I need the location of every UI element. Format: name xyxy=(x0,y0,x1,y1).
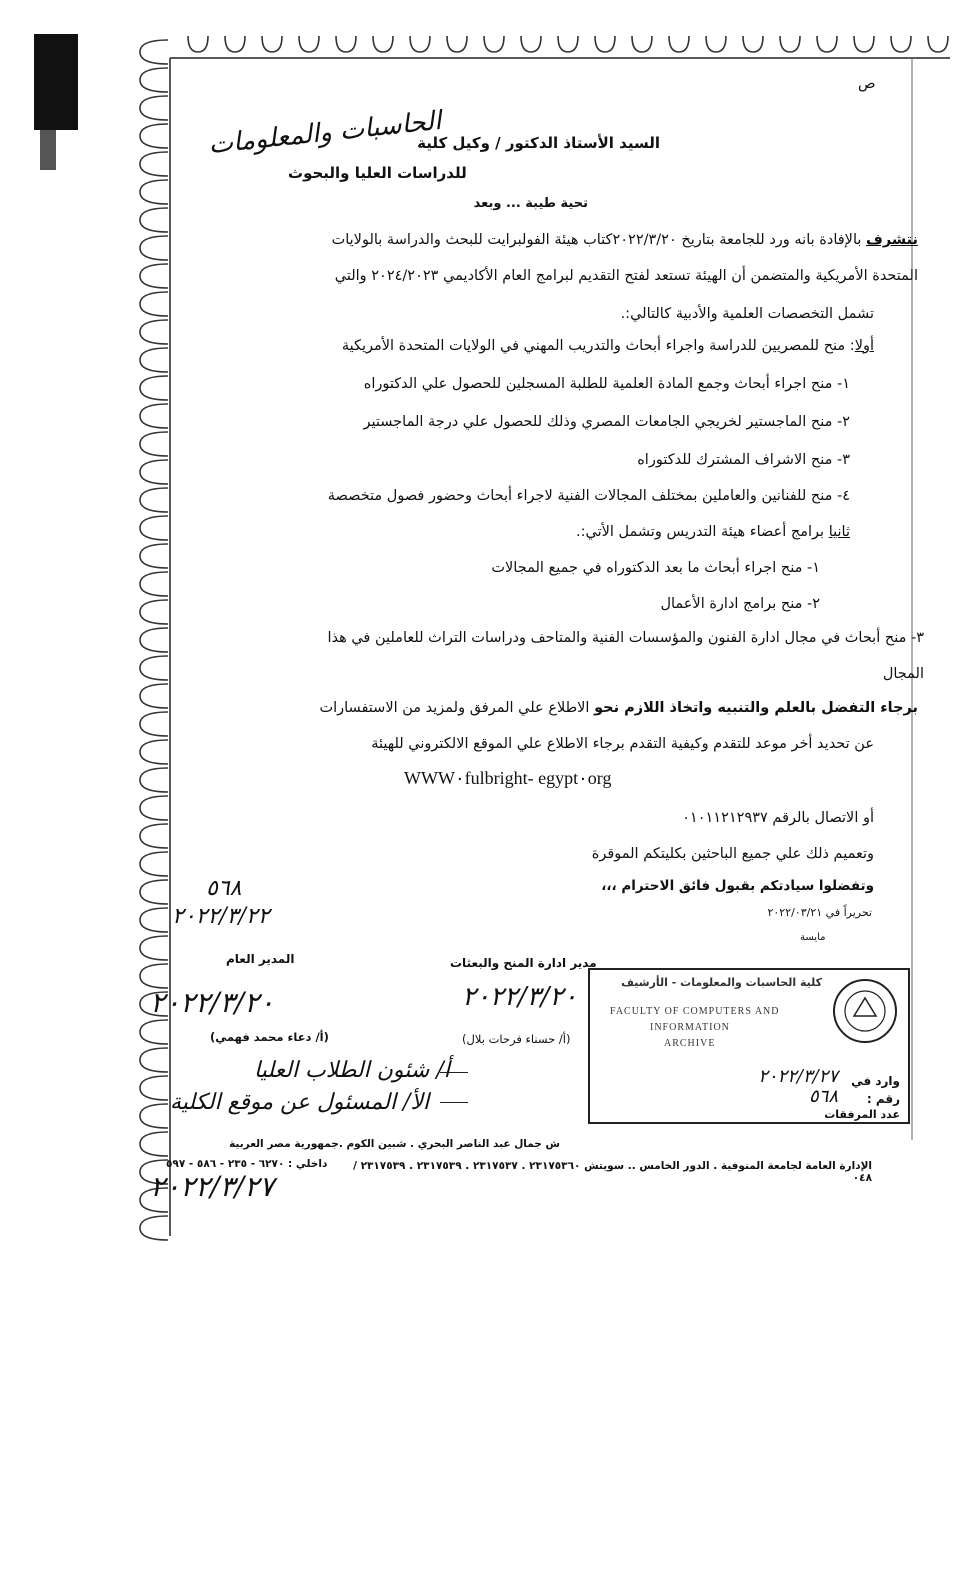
footer-admin: الإدارة العامة لجامعة المنوفية . الدور الخامس .. سويتش ٢٣١٧٥٣٦٠ . ٢٣١٧٥٣٧ . ٢٣١٧٥٣٩ . ٢٣١٧٥٣٩ / ٠٤٨ xyxy=(353,1160,872,1184)
request-bold: برجاء التفضل بالعلم والتنبيه واتخاذ اللازم نحو xyxy=(594,700,918,716)
binding-loop xyxy=(140,40,168,64)
binding-loop xyxy=(140,404,168,428)
sig-left-title: المدير العام xyxy=(226,952,295,966)
binding-loop xyxy=(140,656,168,680)
binding-loop xyxy=(140,936,168,960)
binding-loop xyxy=(336,36,356,52)
binding-loop xyxy=(928,36,948,52)
binding-loop xyxy=(595,36,615,52)
section1-item-4: ٤- منح للفنانين والعاملين بمختلف المجالات الفنية لاجراء أبحاث وحضور فصول متخصصة xyxy=(327,488,850,504)
handwritten-note-2: الأ/ المسئول عن موقع الكلية xyxy=(170,1090,430,1115)
binding-loop xyxy=(225,36,245,52)
binding-loop xyxy=(140,96,168,120)
binding-loop xyxy=(140,852,168,876)
binding-loop xyxy=(140,208,168,232)
binding-loop xyxy=(140,1216,168,1240)
closing-line: وتفضلوا سيادتكم بقبول فائق الاحترام ،،، xyxy=(601,878,874,894)
request-rest: الاطلاع علي المرفق ولمزيد من الاستفسارات xyxy=(319,700,590,716)
binding-loop xyxy=(140,768,168,792)
addressee-line2: للدراسات العليا والبحوث xyxy=(288,164,467,182)
section2-item-3: ٣- منح أبحاث في مجال ادارة الفنون والمؤسسات الفنية والمتاحف ودراسات التراث للعاملين في هذا xyxy=(327,630,924,646)
sig-mid-handwritten: ٢٠٢٢/٣/٢٠ xyxy=(462,982,578,1012)
request-line1 xyxy=(218,700,918,716)
section1-item-1: ١- منح اجراء أبحاث وجمع المادة العلمية للطلبة المسجلين للحصول علي الدكتوراه xyxy=(363,376,850,392)
binding-loop xyxy=(140,1048,168,1072)
binding-loop xyxy=(140,1076,168,1100)
binding-loop xyxy=(140,152,168,176)
binding-loop xyxy=(140,320,168,344)
page-mark: ص xyxy=(858,76,876,92)
section2-item-1: ١- منح اجراء أبحاث ما بعد الدكتوراه في جميع المجالات xyxy=(491,560,820,576)
section2-label: ثانيا xyxy=(828,524,850,540)
intro-line1-rest: بالإفادة بانه ورد للجامعة بتاريخ ٢٠٢٢/٣/٢٠كتاب هيئة الفولبرايت للبحث والدراسة بالولايات xyxy=(331,232,862,248)
binding-loop xyxy=(140,460,168,484)
binding-loop xyxy=(140,292,168,316)
binding-loop xyxy=(140,236,168,260)
binding-loop xyxy=(140,796,168,820)
binding-loop xyxy=(140,488,168,512)
sig-mid-name: (أ/ حسناء فرحات بلال) xyxy=(462,1032,571,1046)
binding-loop xyxy=(140,544,168,568)
binding-loop xyxy=(410,36,430,52)
intro-line3: تشمل التخصصات العلمية والأدبية كالتالي:. xyxy=(620,306,874,322)
binding-loop xyxy=(140,180,168,204)
binding-loop xyxy=(140,348,168,372)
circulate-line: وتعميم ذلك علي جميع الباحثين بكليتكم الموقرة xyxy=(591,846,874,862)
handnote-number: ٥٦٨ xyxy=(206,876,242,901)
binding-loop xyxy=(669,36,689,52)
stamp-english-3: ARCHIVE xyxy=(664,1038,716,1049)
section1-item-2: ٢- منح الماجستير لخريجي الجامعات المصري وذلك للحصول علي درجة الماجستير xyxy=(363,414,850,430)
stamp-incoming-date: ٢٠٢٢/٣/٢٧ xyxy=(758,1066,838,1087)
binding-loop xyxy=(140,684,168,708)
university-seal-icon xyxy=(830,976,900,1046)
addressee-line1: السيد الأستاذ الدكتور / وكيل كلية xyxy=(417,134,660,152)
binding-loop xyxy=(140,432,168,456)
sig-left-handwritten: ٢٠٢٢/٣/٢٠ xyxy=(150,986,275,1019)
greeting: تحية طيبة ... وبعد xyxy=(473,196,588,211)
addressee-handwritten: الحاسبات والمعلومات xyxy=(207,105,443,161)
intro-line2: المتحدة الأمريكية والمتضمن أن الهيئة تستعد لفتح التقديم لبرامج العام الأكاديمي ٢٠٢٤/٢٠٢٣ والتي xyxy=(334,268,918,284)
binding-loop xyxy=(780,36,800,52)
binding-loop xyxy=(140,376,168,400)
stamp-english-2: INFORMATION xyxy=(650,1022,730,1033)
binding-loop xyxy=(140,908,168,932)
binding-loop xyxy=(632,36,652,52)
stamp-number-value: ٥٦٨ xyxy=(808,1086,838,1107)
binding-loop xyxy=(817,36,837,52)
binding-loop xyxy=(140,572,168,596)
bottom-signature: ٢٠٢٢/٣/٢٧ xyxy=(150,1170,275,1203)
footer-address: ش جمال عبد الناصر البحري . شبين الكوم .جمهورية مصر العربية xyxy=(229,1138,560,1150)
binding-loop xyxy=(447,36,467,52)
phone-line: أو الاتصال بالرقم ٠١٠١١٢١٢٩٣٧ xyxy=(682,810,874,826)
stamp-number-label: رقم : xyxy=(866,1092,900,1106)
binding-loop xyxy=(706,36,726,52)
binding-loop xyxy=(373,36,393,52)
binding-loop xyxy=(140,824,168,848)
binding-loop xyxy=(299,36,319,52)
handwritten-note-1: أ/ شئون الطلاب العليا xyxy=(254,1058,450,1083)
intro-lead: نتشرف xyxy=(866,232,918,248)
binding-loop xyxy=(891,36,911,52)
binding-loop xyxy=(140,516,168,540)
section1-label: أولا xyxy=(854,338,874,354)
binding-loop xyxy=(854,36,874,52)
binding-loop xyxy=(140,264,168,288)
stamp-english-1: FACULTY OF COMPUTERS AND xyxy=(610,1006,780,1017)
archive-stamp xyxy=(588,968,910,1124)
binding-loop xyxy=(140,68,168,92)
binding-loop xyxy=(743,36,763,52)
sig-left-name: (أ/ دعاء محمد فهمي) xyxy=(210,1030,329,1044)
binding-loop xyxy=(558,36,578,52)
section1-heading-text: : منح للمصريين للدراسة واجراء أبحاث والتدريب المهني في الولايات المتحدة الأمريكية xyxy=(341,338,855,354)
date-written: تحريراً في ٢٠٢٢/٠٣/٢١ xyxy=(767,906,872,919)
website: WWW٠fulbright- egypt٠org xyxy=(404,768,612,788)
section1-heading xyxy=(234,338,874,354)
section2-heading-text: برامج أعضاء هيئة التدريس وتشمل الأتي:. xyxy=(575,524,825,540)
binding-loop xyxy=(140,600,168,624)
binding-edge-shadow xyxy=(34,34,78,130)
binding-loop xyxy=(140,628,168,652)
binding-loop xyxy=(140,124,168,148)
section2-heading xyxy=(450,524,850,540)
binding-loop xyxy=(140,712,168,736)
sig-mid-title: مدير ادارة المنح والبعثات xyxy=(450,956,597,970)
typist: مايسة xyxy=(800,932,826,943)
section2-item-2: ٢- منح برامج ادارة الأعمال xyxy=(660,596,820,612)
stamp-incoming-label: وارد في xyxy=(851,1074,900,1088)
binding-loop xyxy=(484,36,504,52)
footer-extension: داخلي : ٦٢٧٠ - ٢٣٥ - ٥٨٦ - ٥٩٧ xyxy=(166,1158,328,1170)
binding-loop xyxy=(188,36,208,52)
binding-loop xyxy=(140,1132,168,1156)
binding-loop xyxy=(140,880,168,904)
handnote-date: ٢٠٢٢/٣/٢٢ xyxy=(172,904,270,929)
request-line2: عن تحديد أخر موعد للتقدم وكيفية التقدم برجاء الاطلاع علي الموقع الالكتروني للهيئة xyxy=(371,736,874,752)
section1-item-3: ٣- منح الاشراف المشترك للدكتوراه xyxy=(637,452,850,468)
binding-loop xyxy=(140,1020,168,1044)
binding-loop xyxy=(262,36,282,52)
intro-line1 xyxy=(218,232,918,248)
binding-loop xyxy=(140,740,168,764)
binding-loop xyxy=(140,1104,168,1128)
binding-loop xyxy=(140,964,168,988)
binding-loop xyxy=(521,36,541,52)
section2-item-3-cont: المجال xyxy=(882,666,924,682)
stamp-attachments-label: عدد المرفقات xyxy=(824,1108,900,1121)
stamp-arabic: كلية الحاسبات والمعلومات - الأرشيف xyxy=(621,976,822,989)
